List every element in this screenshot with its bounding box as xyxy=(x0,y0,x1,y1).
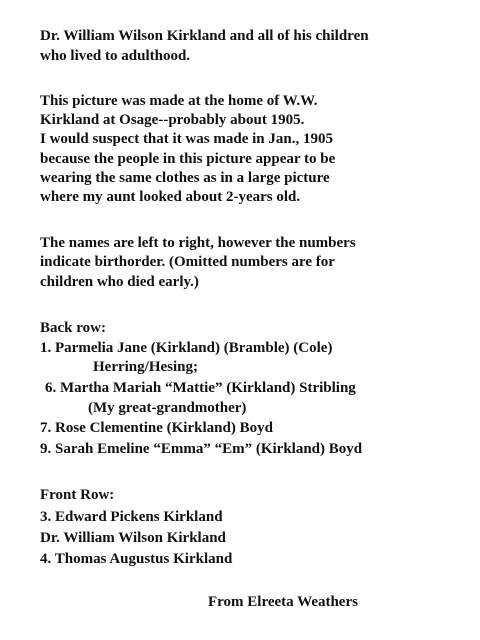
back-row-line-6: 9. Sarah Emeline “Emma” “Em” (Kirkland) Boyd xyxy=(40,441,363,457)
attribution: From Elreeta Weathers xyxy=(208,594,358,610)
back-row-line-2: Herring/Hesing; xyxy=(93,359,198,375)
back-row-line-4: (My great-grandmother) xyxy=(88,400,247,416)
front-row-heading: Front Row: xyxy=(40,487,115,503)
paragraph2-line-2: indicate birthorder. (Omitted numbers are for xyxy=(40,254,335,270)
front-row-line-3: 4. Thomas Augustus Kirkland xyxy=(40,551,233,567)
back-row-line-5: 7. Rose Clementine (Kirkland) Boyd xyxy=(40,420,273,436)
paragraph1-line-6: where my aunt looked about 2-years old. xyxy=(40,189,301,205)
paragraph1-line-1: This picture was made at the home of W.W. xyxy=(40,93,318,109)
back-row-heading: Back row: xyxy=(40,320,106,336)
paragraph1-line-3: I would suspect that it was made in Jan., 1905 xyxy=(40,131,333,147)
paragraph1-line-5: wearing the same clothes as in a large picture xyxy=(40,170,330,186)
back-row-line-3: 6. Martha Mariah “Mattie” (Kirkland) Stribling xyxy=(45,380,356,396)
front-row-line-2: Dr. William Wilson Kirkland xyxy=(40,530,226,546)
front-row-line-1: 3. Edward Pickens Kirkland xyxy=(40,509,223,525)
paragraph2-line-3: children who died early.) xyxy=(40,274,199,290)
paragraph1-line-2: Kirkland at Osage--probably about 1905. xyxy=(40,112,305,128)
title-line-1: Dr. William Wilson Kirkland and all of his children xyxy=(40,28,369,44)
back-row-line-1: 1. Parmelia Jane (Kirkland) (Bramble) (Cole) xyxy=(40,340,333,356)
paragraph1-line-4: because the people in this picture appear to be xyxy=(40,151,336,167)
title-line-2: who lived to adulthood. xyxy=(40,48,191,64)
paragraph2-line-1: The names are left to right, however the numbers xyxy=(40,235,356,251)
